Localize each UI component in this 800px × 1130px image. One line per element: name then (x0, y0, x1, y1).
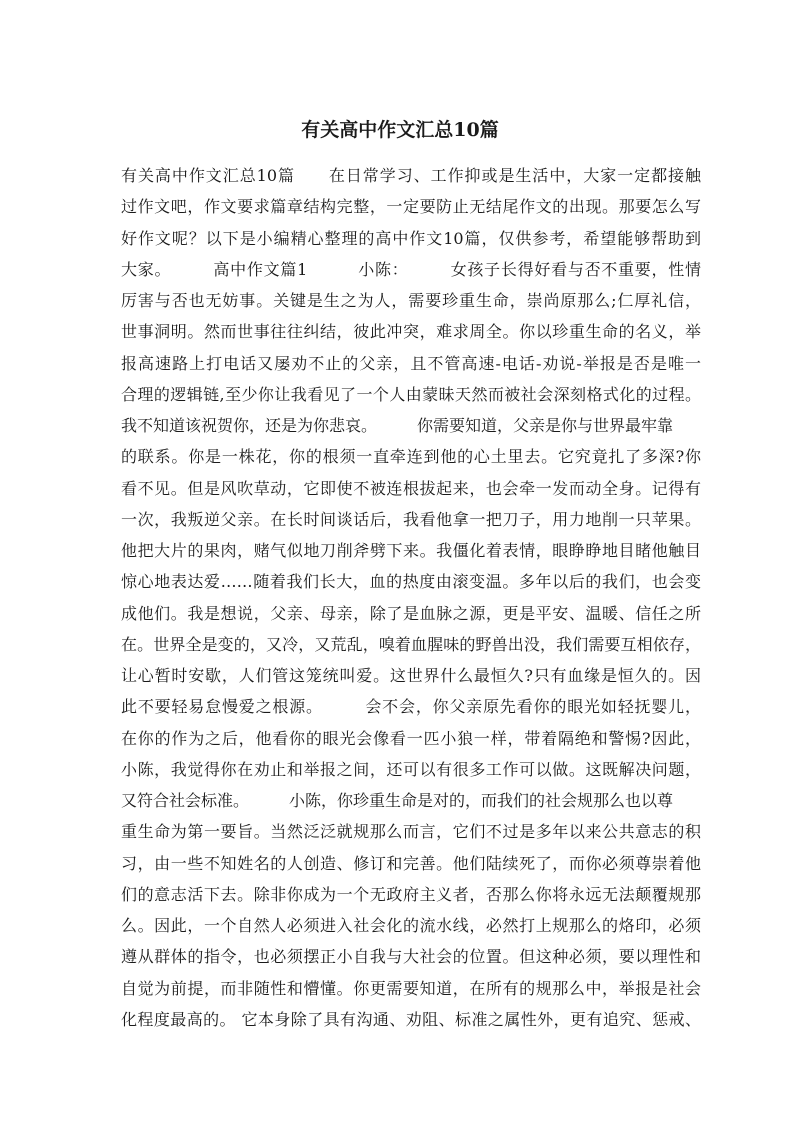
body-line: 么。因此，一个自然人必须进入社会化的流水线，必然打上规那么的烙印，必须 (121, 916, 701, 935)
body-line: 大家。 高中作文篇1 小陈： 女孩子长得好看与否不重要，性情 (121, 259, 701, 279)
body-line: 世事洞明。然而世事往往纠结，彼此冲突，难求周全。你以珍重生命的名义，举 (121, 322, 701, 342)
body-line: 过作文吧，作文要求篇章结构完整，一定要防止无结尾作文的出现。那要怎么写 (121, 197, 701, 217)
body-line: 的联系。你是一株花，你的根须一直牵连到他的心土里去。它究竟扎了多深?你 (121, 447, 701, 467)
body-line: 小陈，我觉得你在劝止和举报之间，还可以有很多工作可以做。这既解决问题， (121, 759, 701, 779)
document-body (121, 160, 701, 1035)
body-line: 有关高中作文汇总10篇 在日常学习、工作抑或是生活中，大家一定都接触 (121, 166, 701, 185)
body-line: 自觉为前提，而非随性和懵懂。你更需要知道，在所有的规那么中，举报是社会 (121, 978, 701, 998)
body-line: 让心暂时安歇，人们管这笼统叫爱。这世界什么最恒久?只有血缘是恒久的。因 (121, 666, 701, 685)
body-line: 他把大片的果肉，赌气似地刀削斧劈下来。我僵化着表情，眼睁睁地目睹他触目 (121, 541, 701, 560)
body-line: 好作文呢？以下是小编精心整理的高中作文10篇，仅供参考，希望能够帮助到 (121, 228, 701, 248)
body-line: 报高速路上打电话又屡劝不止的父亲，且不管高速-电话-劝说-举报是否是唯一 (121, 353, 701, 373)
body-line: 我不知道该祝贺你，还是为你悲哀。 你需要知道，父亲是你与世界最牢靠 (121, 416, 674, 435)
body-line: 习，由一些不知姓名的人创造、修订和完善。他们陆续死了，而你必须尊崇着他 (121, 853, 701, 873)
body-line: 合理的逻辑链,至少你让我看见了一个人由蒙昧天然而被社会深刻格式化的过程。 (121, 384, 701, 404)
document-title: 有关高中作文汇总10篇 (301, 119, 499, 141)
body-line: 重生命为第一要旨。当然泛泛就规那么而言，它们不过是多年以来公共意志的积 (121, 822, 701, 842)
body-line: 们的意志活下去。除非你成为一个无政府主义者，否那么你将永远无法颠覆规那 (121, 884, 701, 904)
body-line: 此不要轻易怠慢爱之根源。 会不会，你父亲原先看你的眼光如轻抚婴儿， (121, 697, 701, 717)
body-line: 看不见。但是风吹草动，它即使不被连根拔起来，也会牵一发而动全身。记得有 (121, 478, 701, 498)
body-line: 在。世界全是变的，又冷，又荒乱，嗅着血腥味的野兽出没，我们需要互相依存， (121, 634, 701, 654)
body-line: 惊心地表达爱……随着我们长大，血的热度由滚变温。多年以后的我们，也会变 (121, 572, 701, 592)
body-line: 成他们。我是想说，父亲、母亲，除了是血脉之源，更是平安、温暖、信任之所 (121, 603, 701, 623)
body-line: 化程度最高的。 它本身除了具有沟通、劝阻、标准之属性外，更有追究、惩戒、 (121, 1009, 701, 1029)
body-line: 遵从群体的指令，也必须摆正小自我与大社会的位置。但这种必须，要以理性和 (121, 947, 701, 967)
body-line: 厉害与否也无妨事。关键是生之为人，需要珍重生命，崇尚原那么;仁厚礼信， (121, 291, 701, 310)
body-line: 一次，我叛逆父亲。在长时间谈话后，我看他拿一把刀子，用力地削一只苹果。 (121, 509, 701, 529)
body-line: 又符合社会标准。 小陈，你珍重生命是对的，而我们的社会规那么也以尊 (121, 791, 674, 810)
body-line: 在你的作为之后，他看你的眼光会像看一匹小狼一样，带着隔绝和警惕?因此， (121, 728, 701, 748)
